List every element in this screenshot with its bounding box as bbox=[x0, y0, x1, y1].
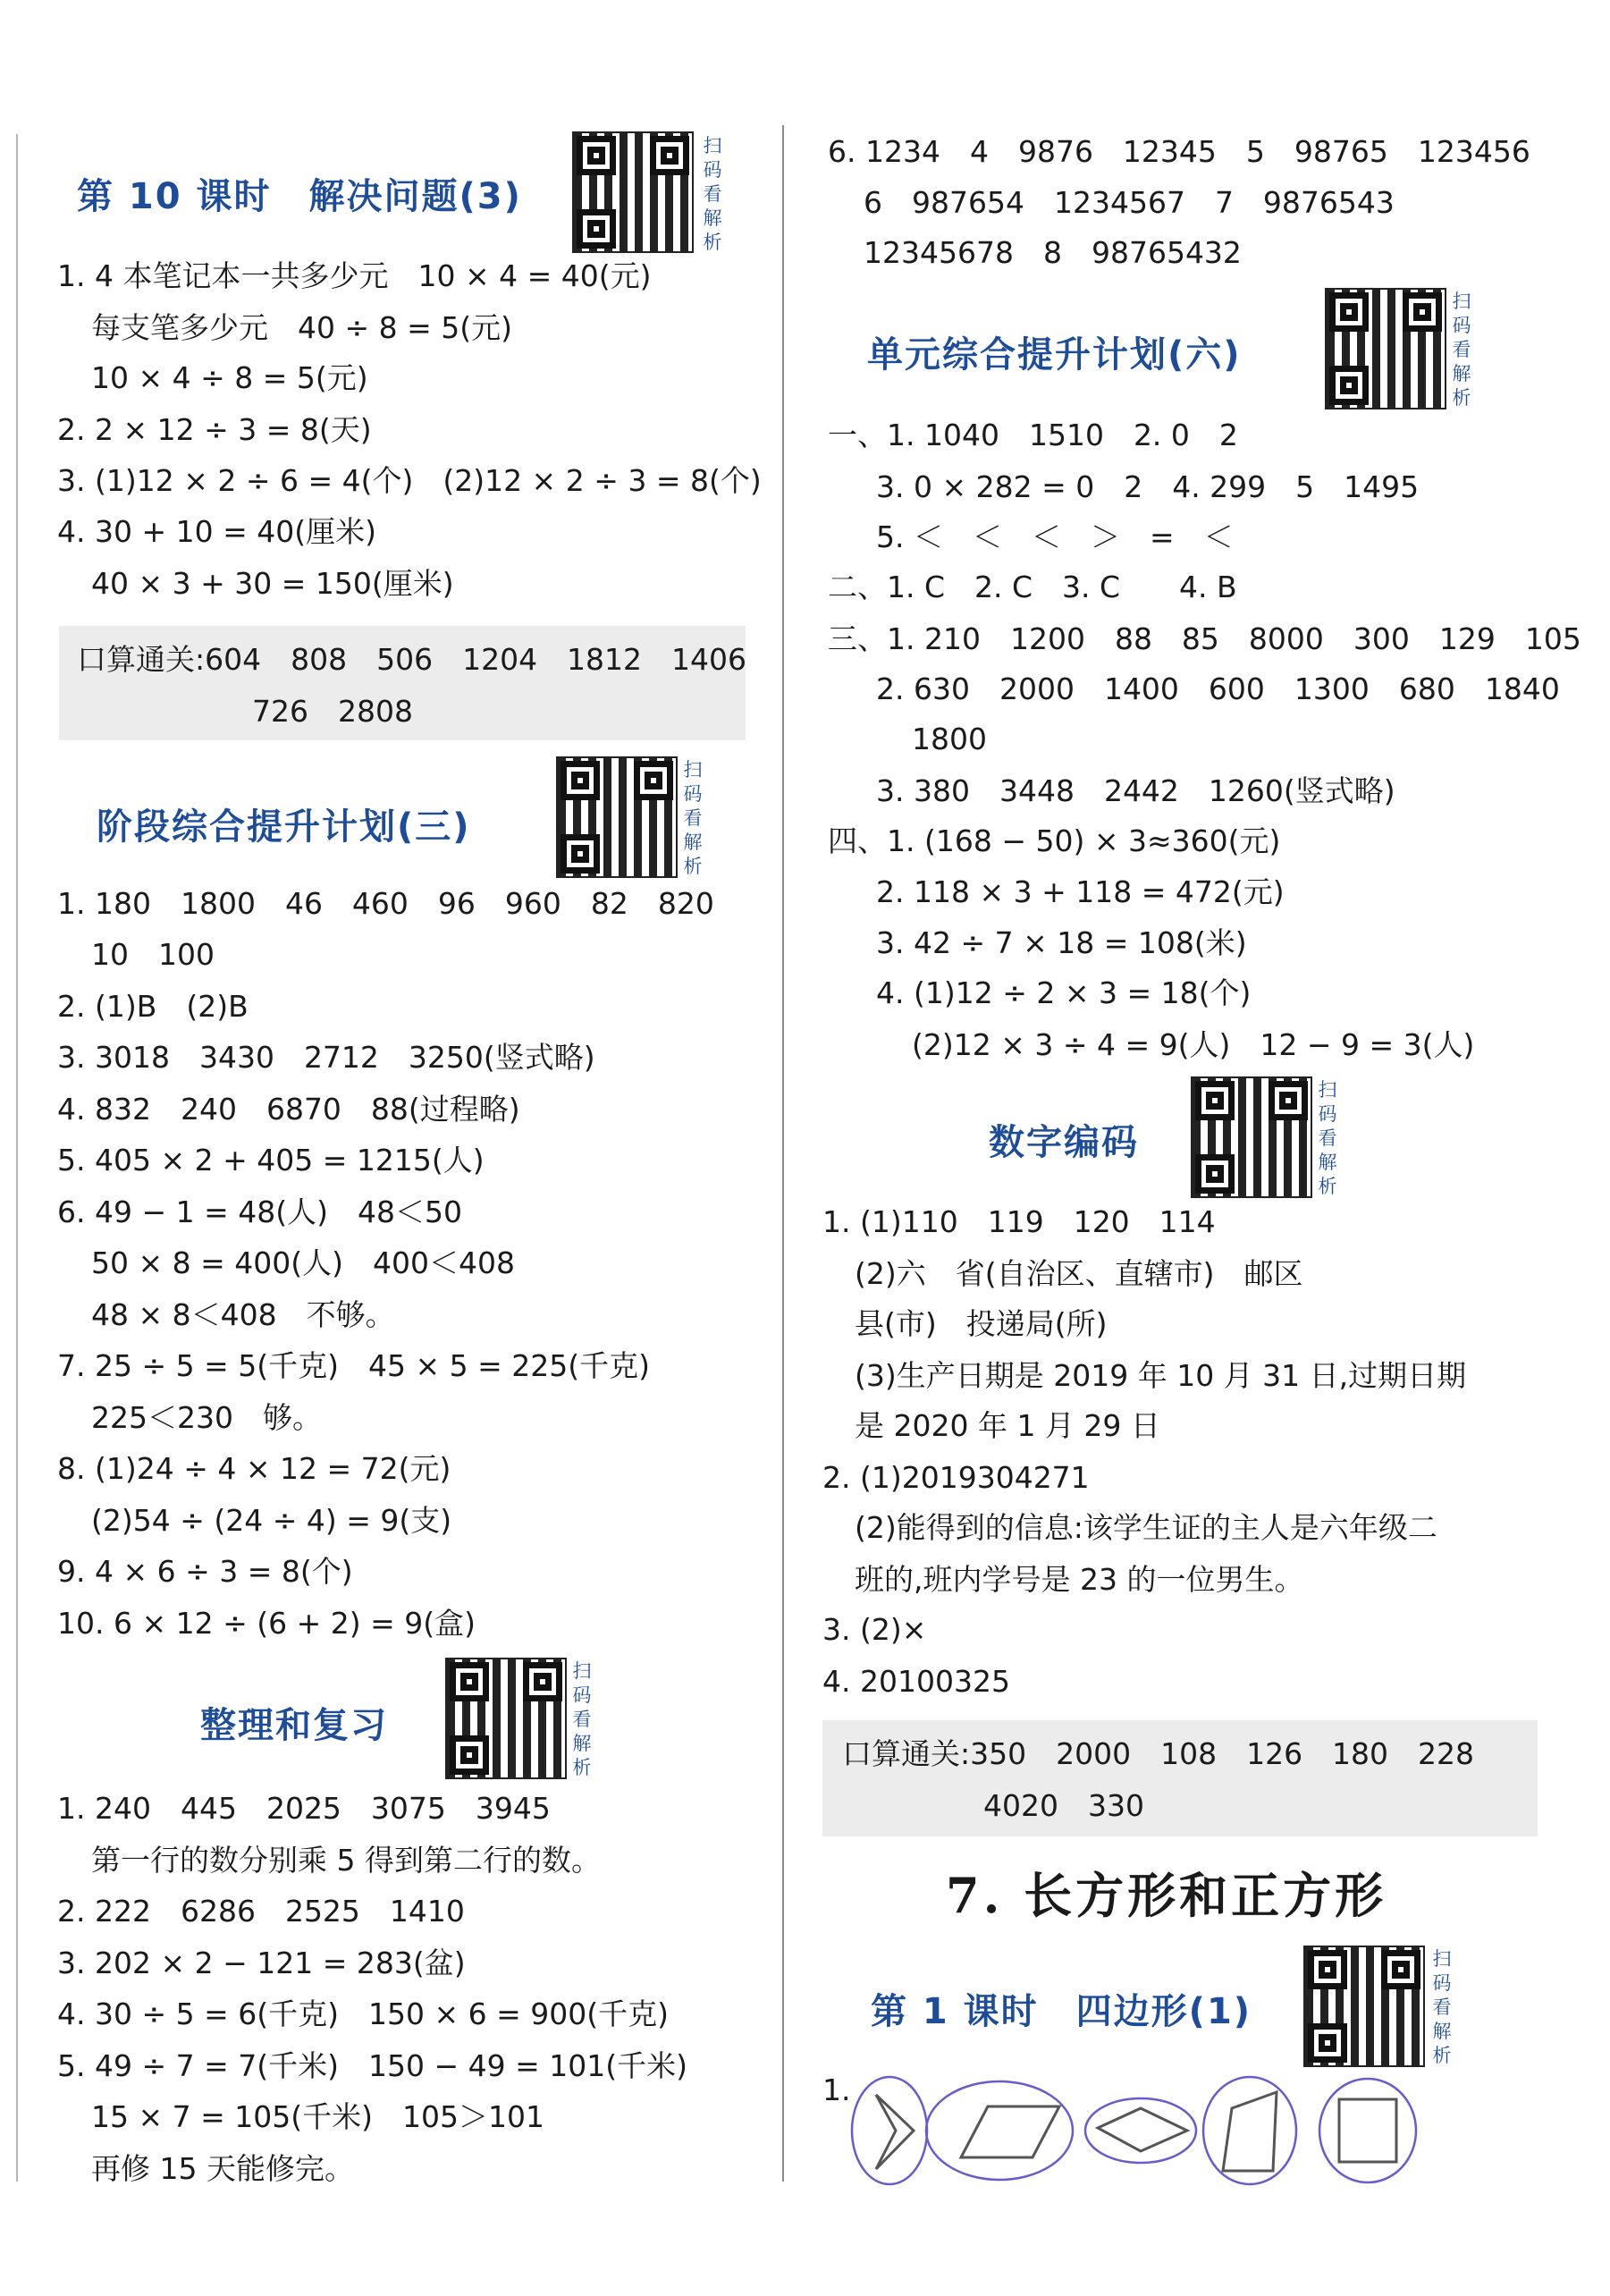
qr-scan-label: 扫码看解析 bbox=[1318, 1079, 1337, 1197]
answer-line: 4. 20100325 bbox=[822, 1664, 1010, 1699]
arrow-shape bbox=[876, 2095, 914, 2169]
circle-mark-5 bbox=[1319, 2079, 1416, 2182]
answer-line: 225＜230 够。 bbox=[91, 1400, 322, 1435]
answer-line: 10 100 bbox=[91, 937, 215, 972]
answer-line: 15 × 7 = 105(千米) 105＞101 bbox=[91, 2099, 544, 2134]
answer-line: 三、1. 210 1200 88 85 8000 300 129 105 bbox=[828, 621, 1581, 656]
answer-line: 4. 30 ÷ 5 = 6(千克) 150 × 6 = 900(千克) bbox=[57, 1996, 669, 2031]
answer-line: 8. (1)24 ÷ 4 × 12 = 72(元) bbox=[57, 1451, 451, 1486]
answer-line: 2. (1)B (2)B bbox=[57, 989, 249, 1024]
circle-mark-4 bbox=[1203, 2077, 1296, 2184]
answer-line: 每支笔多少元 40 ÷ 8 = 5(元) bbox=[91, 310, 512, 345]
answer-line: 9. 4 × 6 ÷ 3 = 8(个) bbox=[57, 1554, 353, 1589]
answer-line: 48 × 8＜408 不够。 bbox=[91, 1297, 395, 1332]
answer-line: 2. 630 2000 1400 600 1300 680 1840 bbox=[876, 671, 1560, 706]
answer-line: 3. 3018 3430 2712 3250(竖式略) bbox=[57, 1040, 595, 1075]
answer-line: 3. 0 × 282 = 0 2 4. 299 5 1495 bbox=[876, 469, 1420, 504]
qr-scan-label: 扫码看解析 bbox=[572, 1660, 592, 1778]
answer-line: 2. 222 6286 2525 1410 bbox=[57, 1894, 465, 1929]
qr-code-icon[interactable] bbox=[1303, 1946, 1425, 2067]
lesson-10-heading: 第 10 课时 解决问题(3) bbox=[77, 176, 522, 217]
circle-mark-2 bbox=[926, 2081, 1073, 2180]
answer-line: 四、1. (168 − 50) × 3≈360(元) bbox=[828, 823, 1281, 858]
answer-line: 3. (2)× bbox=[822, 1612, 927, 1647]
answer-line: 第一行的数分别乘 5 得到第二行的数。 bbox=[91, 1843, 601, 1878]
answer-line: 50 × 8 = 400(人) 400＜408 bbox=[91, 1245, 515, 1280]
answer-line: 1800 bbox=[912, 722, 987, 756]
answer-line: 一、1. 1040 1510 2. 0 2 bbox=[828, 418, 1238, 452]
answer-line: 再修 15 天能修完。 bbox=[91, 2151, 354, 2186]
answer-line: 4. 832 240 6870 88(过程略) bbox=[57, 1092, 520, 1127]
answer-line: 12345678 8 98765432 bbox=[864, 235, 1242, 270]
answer-line: 县(市) 投递局(所) bbox=[855, 1306, 1108, 1341]
answer-line: (3)生产日期是 2019 年 10 月 31 日,过期日期 bbox=[855, 1358, 1467, 1393]
answer-line: 5. 405 × 2 + 405 = 1215(人) bbox=[57, 1143, 485, 1178]
answer-line: 2. (1)2019304271 bbox=[822, 1460, 1090, 1495]
answer-line: 10. 6 × 12 ÷ (6 + 2) = 9(盒) bbox=[57, 1606, 476, 1641]
answer-line: 1. 4 本笔记本一共多少元 10 × 4 = 40(元) bbox=[57, 258, 652, 293]
answer-line: 5. ＜ ＜ ＜ ＞ = ＜ bbox=[876, 519, 1234, 554]
unit-review-heading: 单元综合提升计划(六) bbox=[867, 334, 1242, 376]
answer-line: 4. (1)12 ÷ 2 × 3 = 18(个) bbox=[876, 975, 1252, 1010]
answer-line: 1. 180 1800 46 460 96 960 82 820 bbox=[57, 886, 714, 921]
qr-code-icon[interactable] bbox=[556, 756, 678, 878]
answer-line: 是 2020 年 1 月 29 日 bbox=[855, 1408, 1160, 1443]
trapezoid-shape bbox=[1223, 2092, 1277, 2171]
answer-line: 4. 30 + 10 = 40(厘米) bbox=[57, 514, 376, 549]
qr-scan-label: 扫码看解析 bbox=[683, 759, 703, 877]
right-column bbox=[787, 0, 1610, 2296]
answer-line: 班的,班内学号是 23 的一位男生。 bbox=[855, 1562, 1304, 1597]
answer-line: 6. 49 − 1 = 48(人) 48＜50 bbox=[57, 1194, 462, 1229]
oral-calc-line: 4020 330 bbox=[983, 1788, 1144, 1823]
qr-scan-label: 扫码看解析 bbox=[1452, 291, 1471, 409]
circle-mark-1 bbox=[852, 2077, 927, 2184]
answer-line: 7. 25 ÷ 5 = 5(千克) 45 × 5 = 225(千克) bbox=[57, 1348, 650, 1383]
answer-line: 6 987654 1234567 7 9876543 bbox=[864, 185, 1395, 220]
answer-line: 6. 1234 4 9876 12345 5 98765 123456 bbox=[828, 134, 1530, 169]
qr-scan-label: 扫码看解析 bbox=[1432, 1948, 1452, 2066]
qr-code-icon[interactable] bbox=[445, 1658, 567, 1779]
answer-line: 2. 118 × 3 + 118 = 472(元) bbox=[876, 874, 1285, 909]
number-coding-heading: 数字编码 bbox=[989, 1122, 1139, 1163]
answer-line: 3. (1)12 × 2 ÷ 6 = 4(个) (2)12 × 2 ÷ 3 = 8(个) bbox=[57, 463, 762, 498]
answer-line: (2)六 省(自治区、直辖市) 邮区 bbox=[855, 1256, 1303, 1291]
review-heading: 整理和复习 bbox=[200, 1705, 388, 1746]
answer-line: 5. 49 ÷ 7 = 7(千米) 150 − 49 = 101(千米) bbox=[57, 2048, 687, 2083]
oral-calc-line: 726 2808 bbox=[252, 694, 413, 729]
answer-line: 1. (1)110 119 120 114 bbox=[822, 1204, 1216, 1239]
chapter-title: 7. 长方形和正方形 bbox=[946, 1867, 1387, 1924]
stage-review-heading: 阶段综合提升计划(三) bbox=[97, 806, 471, 848]
answer-line: 二、1. C 2. C 3. C 4. B bbox=[828, 570, 1237, 604]
answer-line: 3. 380 3448 2442 1260(竖式略) bbox=[876, 773, 1395, 808]
lesson-1-heading: 第 1 课时 四边形(1) bbox=[871, 1991, 1252, 2032]
oral-calc-line: 口算通关:604 808 506 1204 1812 1406 bbox=[77, 642, 747, 677]
qr-scan-label: 扫码看解析 bbox=[703, 135, 722, 253]
rhombus-shape bbox=[1098, 2108, 1187, 2151]
answer-line: 3. 42 ÷ 7 × 18 = 108(米) bbox=[876, 925, 1247, 960]
answer-line: 2. 2 × 12 ÷ 3 = 8(天) bbox=[57, 412, 372, 447]
parallelogram-shape bbox=[961, 2106, 1059, 2157]
answer-line: 10 × 4 ÷ 8 = 5(元) bbox=[91, 360, 368, 395]
answer-line: (2)能得到的信息:该学生证的主人是六年级二 bbox=[855, 1510, 1437, 1545]
qr-code-icon[interactable] bbox=[1191, 1076, 1312, 1198]
question-number: 1. bbox=[822, 2072, 851, 2107]
oral-calc-line: 口算通关:350 2000 108 126 180 228 bbox=[842, 1736, 1475, 1771]
answer-line: (2)12 × 3 ÷ 4 = 9(人) 12 − 9 = 3(人) bbox=[912, 1027, 1475, 1062]
left-column bbox=[0, 0, 787, 2296]
answer-line: 3. 202 × 2 − 121 = 283(盆) bbox=[57, 1946, 466, 1980]
quadrilateral-shapes-figure bbox=[849, 2072, 1421, 2189]
answer-line: 40 × 3 + 30 = 150(厘米) bbox=[91, 566, 454, 601]
square-shape bbox=[1339, 2099, 1396, 2162]
answer-line: 1. 240 445 2025 3075 3945 bbox=[57, 1791, 551, 1826]
qr-code-icon[interactable] bbox=[1325, 288, 1446, 409]
qr-code-icon[interactable] bbox=[572, 131, 694, 253]
answer-line: (2)54 ÷ (24 ÷ 4) = 9(支) bbox=[91, 1503, 452, 1538]
